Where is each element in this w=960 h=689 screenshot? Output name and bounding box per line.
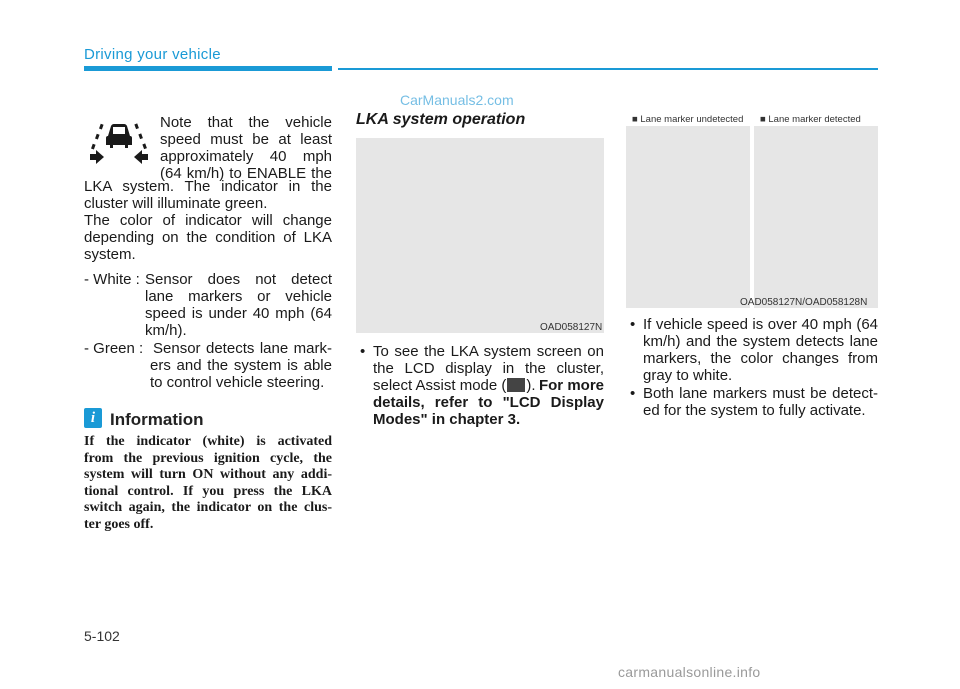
watermark-top: CarManuals2.com — [400, 92, 514, 108]
watermark-bottom: carmanualsonline.info — [618, 664, 761, 680]
text-line: approximately 40 mph — [160, 148, 332, 165]
text-line: Sensor detects lane mark- — [153, 340, 332, 357]
text-line — [373, 377, 604, 394]
green-label: - Green : — [84, 340, 144, 357]
text-line: gray to white. — [643, 367, 733, 384]
note-text-full — [84, 178, 332, 212]
text-line: Modes" in chapter 3. — [373, 411, 521, 428]
page-number: 5-102 — [84, 628, 120, 644]
text-line: details, refer to "LCD Display — [373, 394, 604, 411]
lka-operation-heading: LKA system operation — [356, 111, 526, 128]
text-line: km/h) and the system detects lane — [643, 333, 878, 350]
text-line: lane markers or vehicle — [145, 288, 332, 305]
text-span: For more — [538, 377, 604, 394]
text-line: ers and the system is able — [150, 357, 332, 374]
note-text-right — [160, 114, 332, 182]
text-line: to control vehicle steering. — [150, 374, 325, 391]
bullet-dot: • — [360, 343, 366, 360]
text-line: tional control. If you press the LKA — [84, 483, 332, 499]
text-line: speed must be at least — [160, 131, 332, 148]
text-line: cluster will illuminate green. — [84, 195, 268, 212]
indicator-color-paragraph — [84, 212, 332, 263]
text-line: ter goes off. — [84, 516, 154, 532]
lane-undetected-label: ■ Lane marker undetected — [632, 114, 744, 125]
bullet-dot: • — [630, 316, 636, 333]
text-line: system will turn ON without any addi- — [84, 467, 332, 482]
lka-display-image — [356, 138, 604, 333]
header-rule-thick — [84, 66, 332, 71]
text-line: speed is under 40 mph (64 — [145, 305, 332, 322]
header-rule-thin — [338, 68, 878, 70]
text-line: (64 km/h) to ENABLE the — [160, 165, 332, 182]
information-body — [84, 434, 332, 533]
text-line: If vehicle speed is over 40 mph (64 — [643, 316, 878, 333]
text-line: If the indicator (white) is activated — [84, 434, 332, 449]
text-line: The color of indicator will change — [84, 212, 332, 229]
lane-detected-image — [754, 126, 878, 308]
text-line: from the previous ignition cycle, the — [84, 450, 332, 466]
information-title: Information — [110, 410, 204, 429]
text-line: system. — [84, 246, 136, 263]
lane-undetected-image — [626, 126, 750, 308]
text-line: Sensor does not detect — [145, 271, 332, 288]
lka-indicator-icon — [86, 114, 152, 168]
text-line: km/h). — [145, 322, 187, 339]
text-line: markers, the color changes from — [643, 350, 878, 367]
white-label: - White : — [84, 271, 140, 288]
text-line: depending on the condition of LKA — [84, 229, 332, 246]
text-span: ). — [526, 377, 536, 394]
text-line: Note that the vehicle — [160, 114, 332, 131]
text-line: LKA system. The indicator in the — [84, 178, 332, 195]
text-line: To see the LKA system screen on — [373, 343, 604, 360]
text-span: select Assist mode ( — [373, 377, 507, 394]
section-title: Driving your vehicle — [84, 46, 221, 63]
text-line: switch again, the indicator on the clus- — [84, 500, 332, 515]
text-line: ed for the system to fully activate. — [643, 402, 866, 419]
text-line: Both lane markers must be detect- — [643, 385, 878, 402]
image-caption: OAD058127N/OAD058128N — [740, 297, 868, 308]
lane-detected-label: ■ Lane marker detected — [760, 114, 861, 125]
assist-mode-icon — [507, 378, 525, 392]
image-caption: OAD058127N — [540, 322, 603, 333]
bullet-dot: • — [630, 385, 636, 402]
text-line: the LCD display in the cluster, — [373, 360, 604, 377]
information-icon: i — [84, 408, 102, 428]
